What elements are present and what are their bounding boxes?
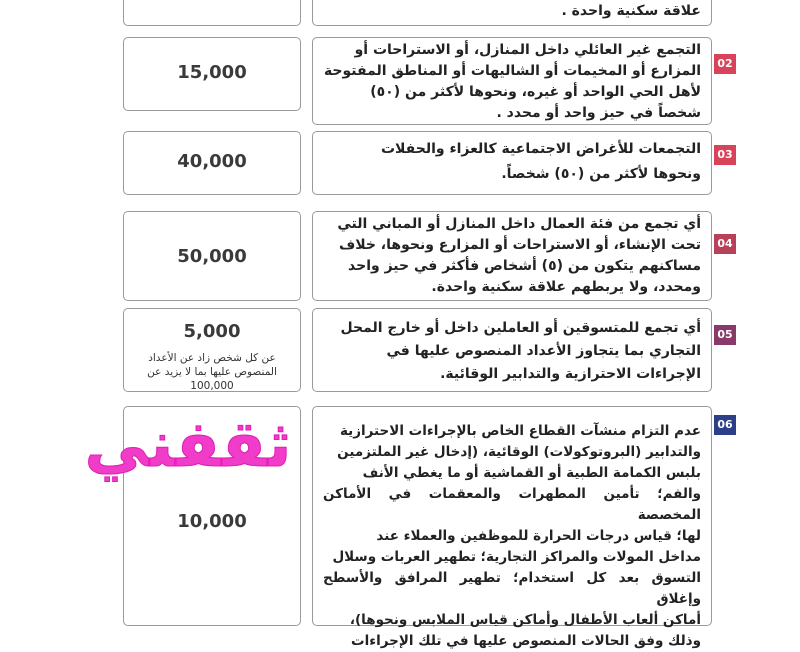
row-number-badge-04: 04 [714,234,736,254]
description-text-02: التجمع غير العائلي داخل المنازل، أو الاستراحات أو المزارع أو المخيمات أو الشاليهات أو المناطق المفتوحة لأهل الحي الواحد أو غيره، ونحوها لأكثر من (٥٠) شخصاً في حيز واحد أو محدد . [323,42,701,121]
fine-box-row-05 [123,308,301,392]
description-box-row-05 [312,308,712,392]
description-text-04: أي تجمع من فئة العمال داخل المنازل أو المباني التي تحت الإنشاء، أو الاستراحات أو المزارع ونحوها، خلاف مساكنهم يتكون من (٥) أشخاص فأكثر في حيز واحد ومحدد، ولا يربطهم علاقة سكنية واحدة. [337,216,701,295]
description-text-03: التجمعات للأغراض الاجتماعية كالعزاء والحفلات ونحوها لأكثر من (٥٠) شخصاً. [380,141,701,182]
description-text-06: عدم التزام منشآت القطاع الخاص بالإجراءات الاحترازية والتدابير (البروتوكولات) الوقائية، (إدخال غير الملتزمين بلبس الكمامة الطبية أو القماشية أو ما يغطي الأنف والفم؛ تأمين المطهرات والمعقمات في الأماكن المخصصة لها؛ قياس درجات الحرارة للموظفين والعملاء عند مداخل المولات والمراكز التجارية؛ تطهير العربات وسلال التسوق بعد كل استخدام؛ تطهير المرافق والأسطح وإغلاق أماكن ألعاب الأطفال وأماكن قياس الملابس ونحوها)، وذلك وفق الحالات المنصوص عليها في تلك الإجراءات [323,423,701,649]
fine-amount-05: 5,000 [183,321,241,342]
description-box-row-04 [312,211,712,301]
fine-amount-02: 15,000 [177,62,247,83]
fine-box-row-02 [123,37,301,111]
row-number-badge-05: 05 [714,325,736,345]
row-number-badge-03: 03 [714,145,736,165]
description-box-row-02 [312,37,712,125]
fine-amount-04: 50,000 [177,246,247,267]
description-text-05: أي تجمع للمتسوقين أو العاملين داخل أو خارج المحل التجاري بما يتجاوز الأعداد المنصوص عليها في الإجراءات الاحترازية والتدابير الوقائية. [340,320,701,382]
description-box-row-03 [312,131,712,195]
fine-note-05: عن كل شخص زاد عن الأعداد المنصوص عليها بما لا يزيد عن 100,000 [147,352,277,392]
description-box-row-06 [312,406,712,649]
fine-amount-03: 40,000 [177,151,247,172]
fine-box-row-04 [123,211,301,301]
fine-amount-06: 10,000 [177,511,247,532]
description-text-row-1: علاقة سكنية واحدة . [561,3,701,19]
row-number-badge-02: 02 [714,54,736,74]
row-number-badge-06: 06 [714,415,736,435]
fine-box-row-1 [123,0,301,26]
watermark-logo: ثقفني [84,408,292,482]
fine-box-row-03 [123,131,301,195]
description-box-row-1 [312,0,712,26]
